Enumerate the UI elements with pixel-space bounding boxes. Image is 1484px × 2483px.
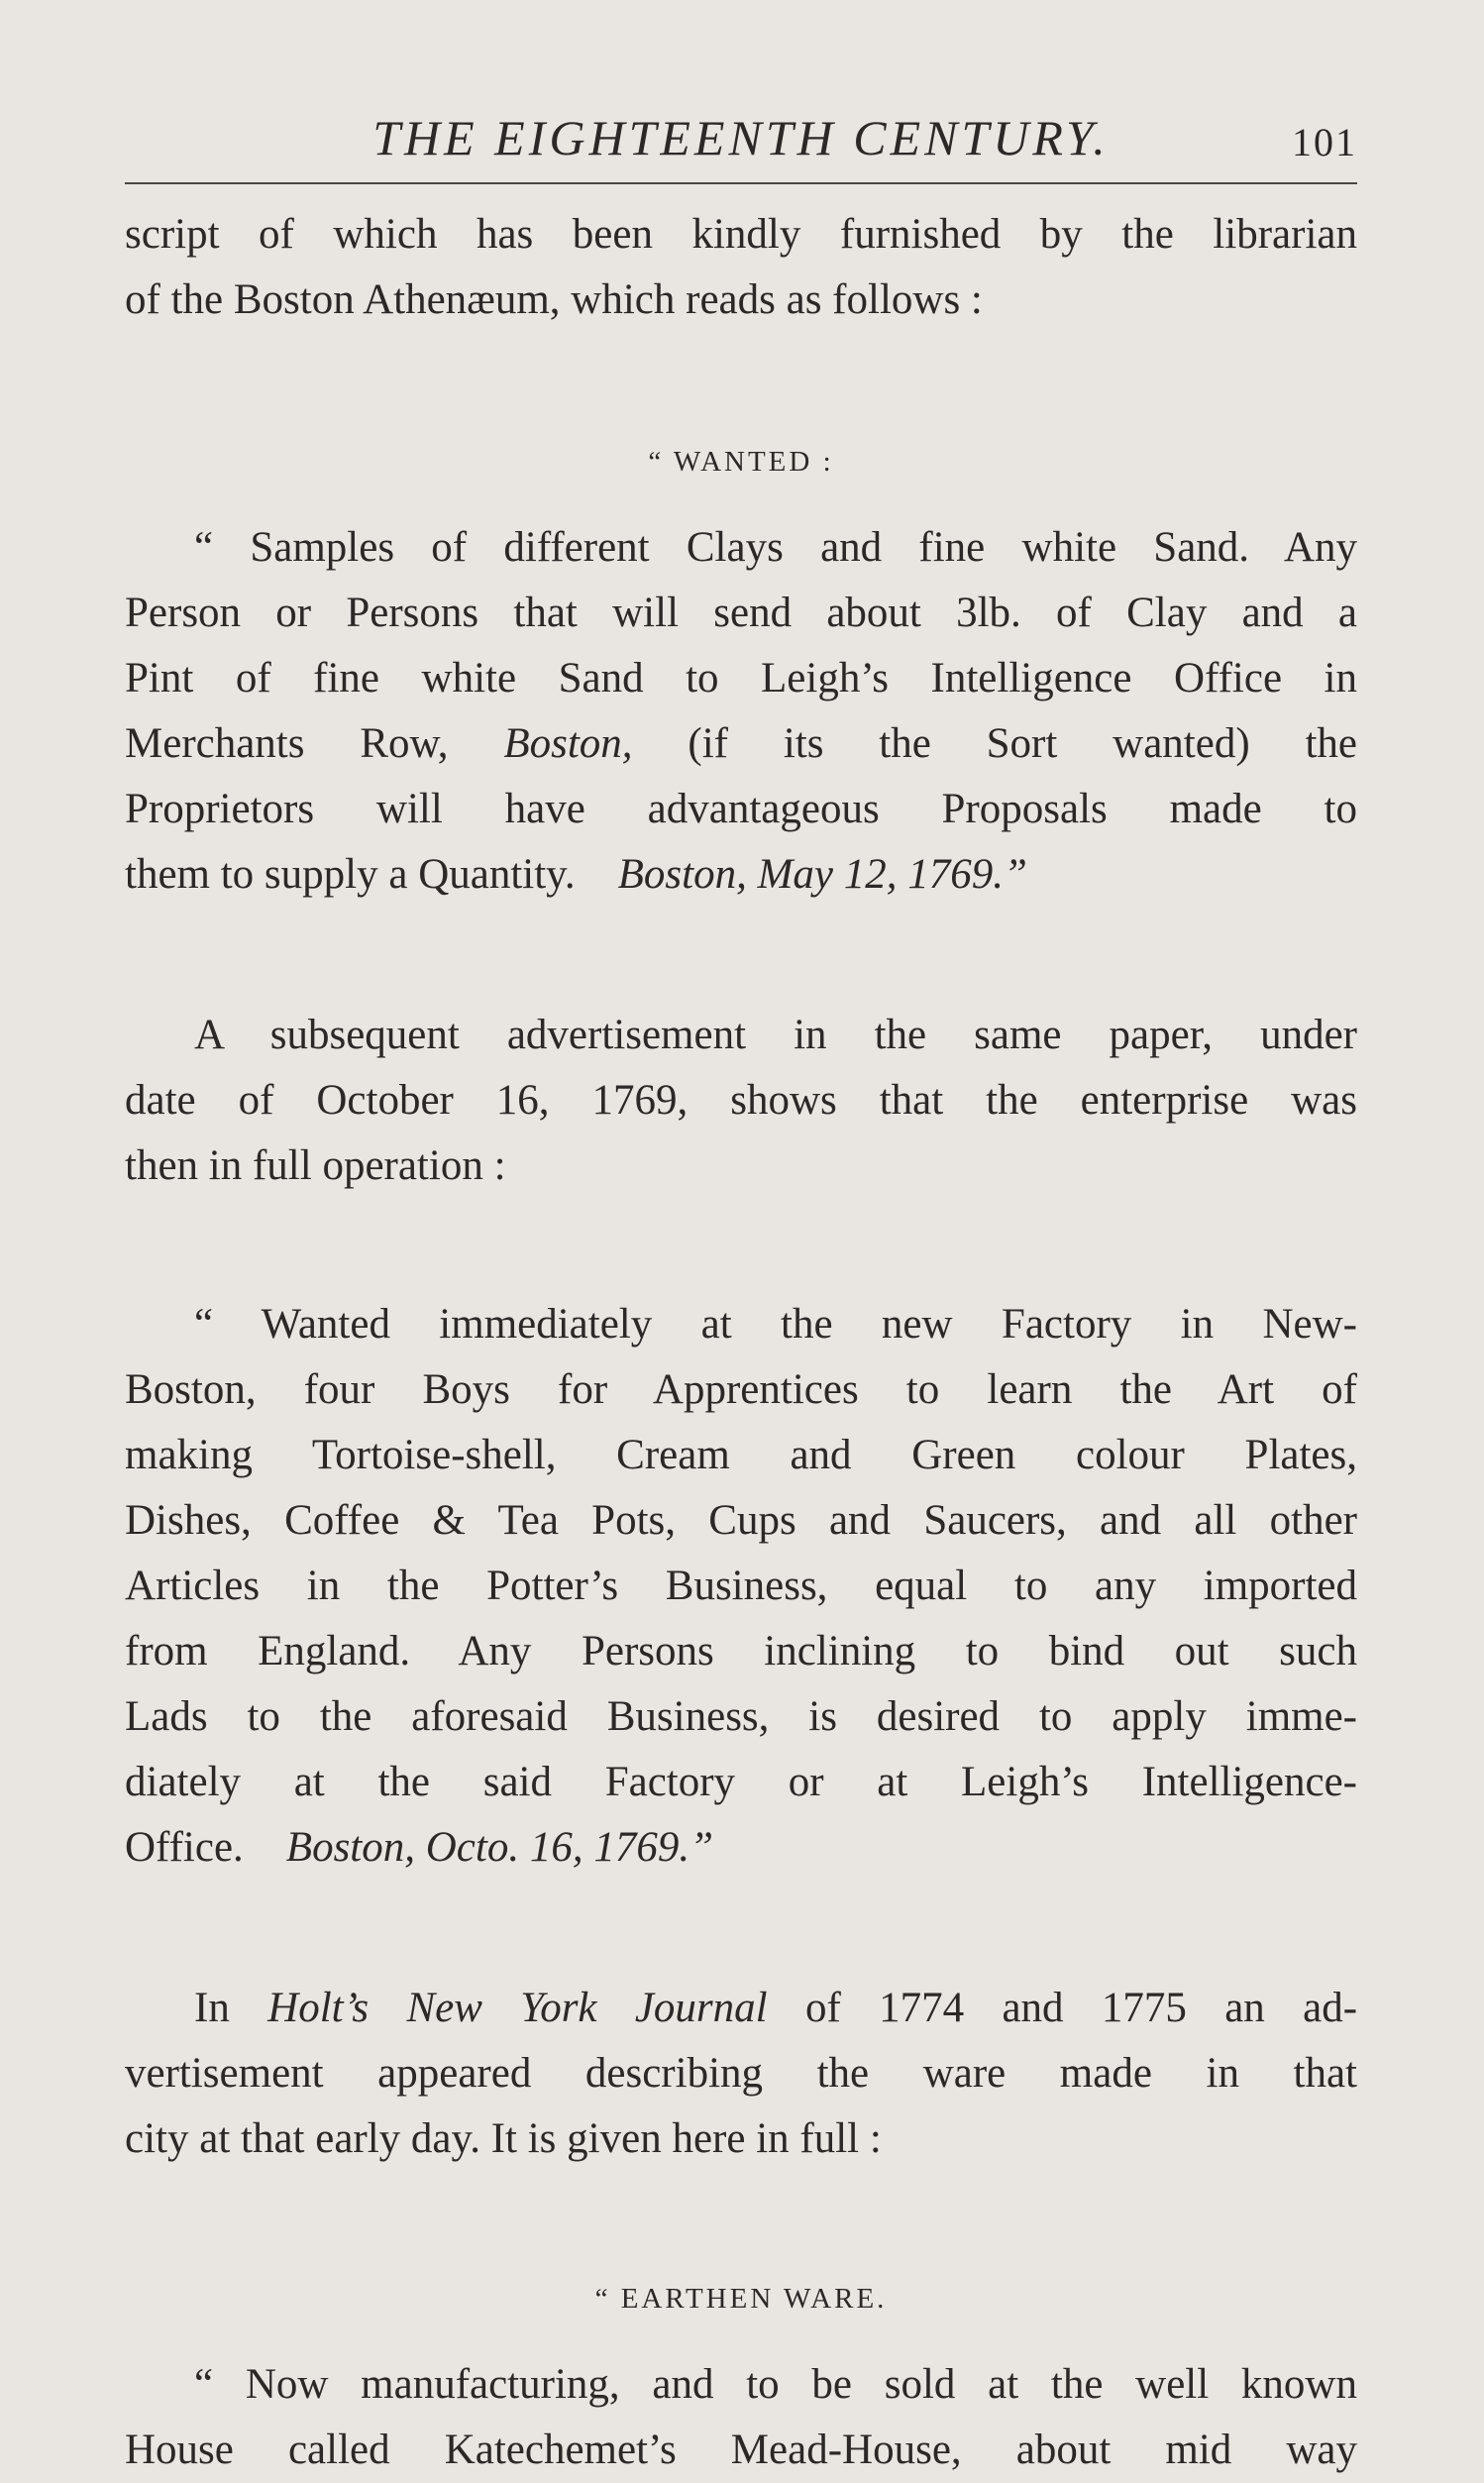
text-line: vertisement appeared describing the ware made in that <box>125 2050 1357 2097</box>
text-run: In <box>194 1985 230 2031</box>
text-run: of 1774 and 1775 an ad- <box>804 1985 1358 2031</box>
text-line: Boston, four Boys for Apprentices to learn the Art of <box>125 1366 1357 1413</box>
text-line: Pint of fine white Sand to Leigh’s Intelligence Office in <box>125 655 1357 702</box>
paragraph-3 <box>125 1003 1357 1264</box>
section-heading-wanted: “ WANTED : <box>648 446 834 478</box>
page-body <box>125 202 1357 2483</box>
text-line: making Tortoise-shell, Cream and Green colour Plates, <box>125 1432 1357 1478</box>
page-header <box>125 107 1357 176</box>
text-line: Articles in the Potter’s Business, equal to any imported <box>125 1563 1357 1609</box>
text-line: House called Katechemet’s Mead-House, about mid way <box>125 2427 1357 2473</box>
text-line: diately at the said Factory or at Leigh’s Intelligence- <box>125 1759 1357 1805</box>
text-line: of the Boston Athenæum, which reads as follows : <box>125 276 983 323</box>
text-line: date of October 16, 1769, shows that the enterprise was <box>125 1077 1357 1124</box>
text-line: “ Samples of different Clays and fine white Sand. Any <box>194 524 1357 571</box>
text-line <box>125 842 1357 908</box>
paragraph-1 <box>125 202 1357 398</box>
text-run: Merchants Row, <box>125 720 449 767</box>
paragraph-6 <box>125 2352 1357 2483</box>
italic-run: Holt’s New York Journal <box>267 1985 768 2031</box>
italic-run: Boston, Octo. 16, 1769.” <box>285 1824 713 1871</box>
section-heading-earthen-ware: “ EARTHEN WARE. <box>594 2283 888 2315</box>
text-line: Dishes, Coffee & Tea Pots, Cups and Saucers, and all other <box>125 1497 1357 1544</box>
text-line: “ Wanted immediately at the new Factory in New- <box>194 1301 1357 1348</box>
italic-run: Boston, <box>503 720 633 767</box>
text-line <box>125 1976 1357 2041</box>
text-line: Person or Persons that will send about 3lb. of Clay and a <box>125 590 1357 636</box>
text-line: city at that early day. It is given here in full : <box>125 2115 882 2162</box>
text-line: “ Now manufacturing, and to be sold at the well known <box>194 2361 1357 2408</box>
paragraph-5 <box>125 1976 1357 2237</box>
text-run: (if its the Sort wanted) the <box>688 720 1358 767</box>
text-line <box>125 1815 1357 1881</box>
text-line: A subsequent advertisement in the same paper, under <box>194 1012 1357 1058</box>
text-run: them to supply a Quantity. <box>125 851 576 898</box>
text-run: Office. <box>125 1824 244 1871</box>
text-line: from England. Any Persons inclining to bind out such <box>125 1628 1357 1674</box>
header-rule <box>125 182 1357 184</box>
paragraph-2 <box>125 515 1357 973</box>
text-line: Proprietors will have advantageous Proposals made to <box>125 786 1357 832</box>
text-line <box>125 711 1357 777</box>
text-line: script of which has been kindly furnished by the librarian <box>125 211 1357 258</box>
italic-run: Boston, May 12, 1769.” <box>617 851 1027 898</box>
page-number: 101 <box>1292 120 1357 164</box>
running-title: THE EIGHTEENTH CENTURY. <box>372 110 1110 165</box>
text-line: Lads to the aforesaid Business, is desired to apply imme- <box>125 1693 1357 1740</box>
paragraph-4 <box>125 1292 1357 1946</box>
text-line: then in full operation : <box>125 1142 506 1189</box>
